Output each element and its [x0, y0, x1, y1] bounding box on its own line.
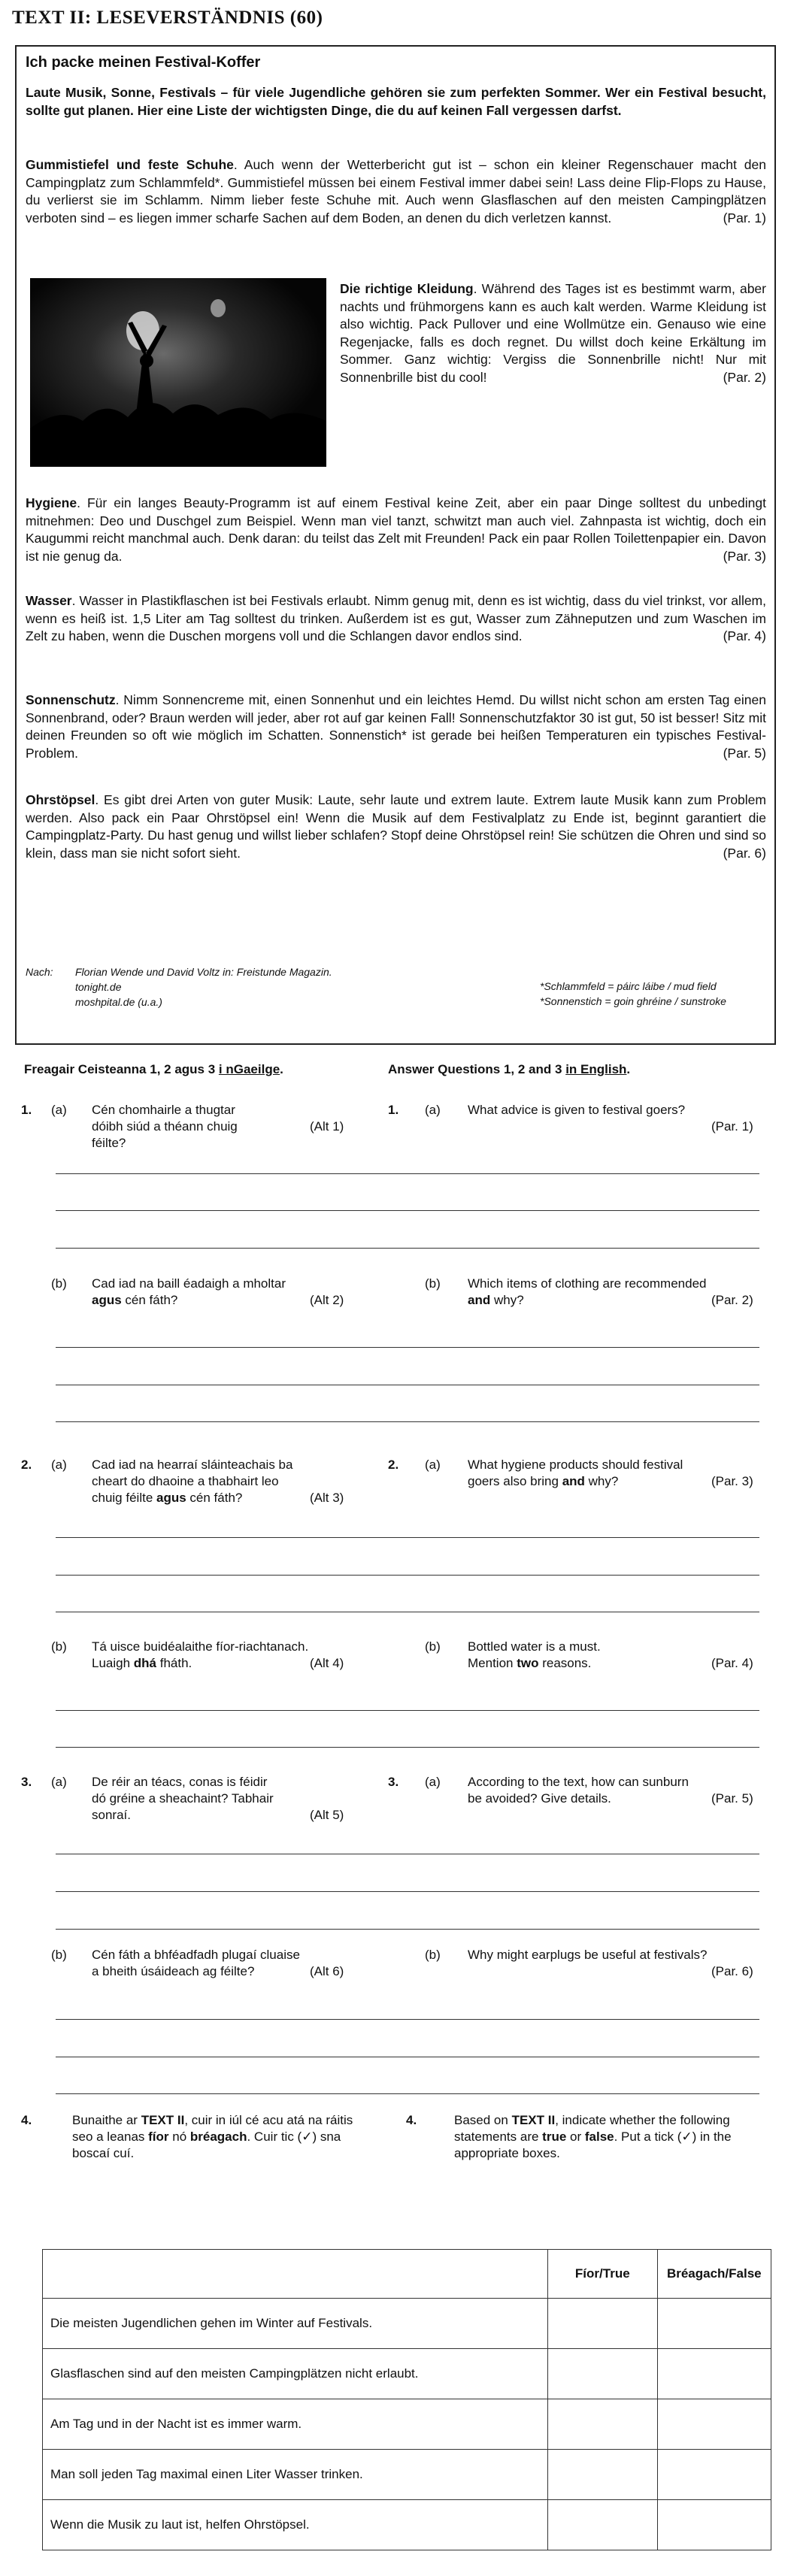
question-part: (b) — [51, 1276, 67, 1291]
question-ref: (Alt 2) — [310, 1293, 344, 1307]
question-2b-english: Bottled water is a must. Mention two reasons. — [468, 1639, 601, 1670]
paragraph-ref: (Par. 2) — [723, 369, 766, 385]
paragraph-ref: (Par. 3) — [723, 548, 766, 564]
question-ref: (Alt 6) — [310, 1964, 344, 1978]
paragraph-3 — [26, 495, 766, 565]
question-ref: (Alt 1) — [310, 1119, 344, 1134]
question-ref: (Par. 3) — [711, 1474, 753, 1488]
question-3a-english: According to the text, how can sunburn be avoided? Give details. — [468, 1775, 689, 1806]
question-ref: (Alt 4) — [310, 1656, 344, 1670]
section-header: TEXT II: LESEVERSTÄNDNIS (60) — [12, 8, 323, 28]
question-part: (b) — [425, 1639, 441, 1654]
source-label: Nach: — [26, 966, 53, 978]
paragraph-text: . Für ein langes Beauty-Programm ist auf einem Festival keine Zeit, aber ein paar Dinge solltest du unbedingt mitnehmen: Deo und Duschgel zum Beispiel. Wenn man viel tanzt, schwitzt man auch viel. Zahnpasta ist wichtig, doch ein Kaugummi reicht manchmal auch. Denk daran: du teilst das Zelt mit Freunden! Pack ein paar Rollen Toilettenpapier ein. Davon ist nie genug da. — [26, 495, 766, 564]
instructions-irish: Freagair Ceisteanna 1, 2 agus 3 i nGaeilge. — [24, 1062, 283, 1076]
question-ref: (Par. 1) — [711, 1119, 753, 1134]
table-row — [43, 2349, 771, 2399]
answer-line[interactable] — [56, 1710, 759, 1711]
question-number: 4. — [21, 2113, 32, 2127]
question-ref: (Alt 3) — [310, 1491, 344, 1505]
statement-cell: Man soll jeden Tag maximal einen Liter Wasser trinken. — [43, 2450, 548, 2500]
paragraph-6 — [26, 792, 766, 862]
statement-cell: Die meisten Jugendlichen gehen im Winter auf Festivals. — [43, 2299, 548, 2349]
paragraph-ref: (Par. 4) — [723, 628, 766, 643]
question-part: (a) — [51, 1103, 67, 1117]
question-number: 3. — [388, 1775, 399, 1789]
question-number: 3. — [21, 1775, 32, 1789]
false-checkbox-cell[interactable] — [657, 2349, 771, 2399]
table-header-true: Fíor/True — [548, 2250, 658, 2299]
question-1a-english: What advice is given to festival goers? — [468, 1103, 686, 1117]
answer-line[interactable] — [56, 1248, 759, 1249]
answer-line[interactable] — [56, 1173, 759, 1174]
table-header-false: Bréagach/False — [657, 2250, 771, 2299]
question-4-english: Based on TEXT II, indicate whether the following statements are true or false. Put a tick (✓) in the appropriate boxes. — [454, 2113, 732, 2160]
question-number: 2. — [388, 1458, 399, 1472]
true-false-table — [42, 2249, 771, 2550]
paragraph-heading: Die richtige Kleidung — [340, 281, 474, 296]
question-number: 1. — [388, 1103, 399, 1117]
false-checkbox-cell[interactable] — [657, 2399, 771, 2450]
paragraph-text: . Es gibt drei Arten von guter Musik: Laute, sehr laute und extrem laute. Extrem laute Musik kann zum Problem werden. Also pack ein Paar Ohrstöpsel ein! Wenn die Musik auf dem Festivalplatz zu Ende ist, beginnt garantiert die Campingplatz-Party. Du hast genug und willst lieber schlafen? Stopf deine Ohrstöpsel rein! Sie schützen die Ohren und sind so klein, dass man sie nicht sofort sieht. — [26, 792, 766, 861]
question-1b-english: Which items of clothing are recommended and why? — [468, 1276, 707, 1307]
glossary-2: *Sonnenstich = goin ghréine / sunstroke — [540, 995, 726, 1007]
question-2b-irish: Tá uisce buidéalaithe fíor-riachtanach. Luaigh dhá fháth. — [92, 1639, 309, 1670]
question-1a-irish: Cén chomhairle a thugtar dóibh siúd a théann chuig féilte? — [92, 1103, 238, 1150]
false-checkbox-cell[interactable] — [657, 2450, 771, 2500]
paragraph-heading: Hygiene — [26, 495, 77, 510]
question-number: 4. — [406, 2113, 417, 2127]
paragraph-ref: (Par. 5) — [723, 745, 766, 761]
answer-line[interactable] — [56, 1747, 759, 1748]
question-ref: (Par. 4) — [711, 1656, 753, 1670]
paragraph-heading: Gummistiefel und feste Schuhe — [26, 157, 234, 172]
question-part: (b) — [51, 1948, 67, 1962]
answer-line[interactable] — [56, 1421, 759, 1422]
question-part: (b) — [425, 1276, 441, 1291]
paragraph-text: . Nimm Sonnencreme mit, einen Sonnenhut und ein leichtes Hemd. Du willst nicht schon am ersten Tag einen Sonnenbrand, oder? Braun werden will jeder, aber rot auf gar keinen Fall! Sonnenschutzfaktor 30 ist gut, 50 ist besser! Sitz mit deinen Freunden so oft wie möglich im Schatten. Sonnenstich* ist gerade bei heißen Temperaturen ein typisches Festival-Problem. — [26, 692, 766, 761]
false-checkbox-cell[interactable] — [657, 2500, 771, 2550]
question-part: (a) — [425, 1775, 441, 1789]
table-row — [43, 2399, 771, 2450]
article-intro: Laute Musik, Sonne, Festivals – für viele Jugendliche gehören sie zum perfekten Sommer. Wer ein Festival besucht, sollte gut planen. Hier eine Liste der wichtigsten Dinge, die du auf keinen Fall vergessen darfst. — [26, 85, 766, 118]
paragraph-text: . Wasser in Plastikflaschen ist bei Festivals erlaubt. Nimm genug mit, denn es ist wichtig, dass du viel trinkst, vor allem, wenn es heiß ist. 1,5 Liter am Tag solltest du trinken. Außerdem ist es gut, Wasser zum Zähneputzen und zum Waschen im Zelt zu haben, wenn die Duschen morgens voll und die Schlangen davor endlos sind. — [26, 593, 766, 643]
question-3a-irish: De réir an téacs, conas is féidir dó gréine a sheachaint? Tabhair sonraí. — [92, 1775, 274, 1822]
statement-cell: Am Tag und in der Nacht ist es immer warm. — [43, 2399, 548, 2450]
answer-line[interactable] — [56, 1210, 759, 1211]
answer-line[interactable] — [56, 1537, 759, 1538]
statement-cell: Glasflaschen sind auf den meisten Campingplätzen nicht erlaubt. — [43, 2349, 548, 2399]
paragraph-heading: Ohrstöpsel — [26, 792, 95, 807]
question-part: (b) — [51, 1639, 67, 1654]
paragraph-5 — [26, 692, 766, 762]
paragraph-1 — [26, 156, 766, 227]
source-line-3: moshpital.de (u.a.) — [75, 996, 162, 1008]
answer-line[interactable] — [56, 1891, 759, 1892]
concert-crowd-image — [30, 278, 326, 467]
true-checkbox-cell[interactable] — [548, 2500, 658, 2550]
question-2a-irish: Cad iad na hearraí sláinteachais ba cheart do dhaoine a thabhairt leo chuig féilte agus cén fáth? — [92, 1458, 293, 1505]
question-ref: (Par. 5) — [711, 1791, 753, 1806]
table-header-statement — [43, 2250, 548, 2299]
true-checkbox-cell[interactable] — [548, 2349, 658, 2399]
paragraph-text: . Während des Tages ist es bestimmt warm, aber nachts und frühmorgens kann es auch kalt werden. Warme Kleidung ist also wichtig. Pack Pullover und eine Wollmütze ein. Genauso wie eine Regenjacke, falls es doch regnet. Du willst doch keine Erkältung im Sommer. Ganz wichtig: Vergiss die Sonnenbrille nicht! Nur mit Sonnenbrille bist du cool! — [340, 281, 766, 385]
question-part: (a) — [51, 1775, 67, 1789]
paragraph-4 — [26, 592, 766, 646]
source-line-1: Florian Wende und David Voltz in: Freistunde Magazin. — [75, 966, 332, 978]
paragraph-2 — [340, 280, 766, 386]
question-2a-english: What hygiene products should festival goers also bring and why? — [468, 1458, 683, 1488]
question-1b-irish: Cad iad na baill éadaigh a mholtar agus cén fáth? — [92, 1276, 286, 1307]
answer-line[interactable] — [56, 1347, 759, 1348]
article-title: Ich packe meinen Festival-Koffer — [26, 54, 261, 71]
answer-line[interactable] — [56, 2019, 759, 2020]
question-ref: (Par. 2) — [711, 1293, 753, 1307]
paragraph-heading: Sonnenschutz — [26, 692, 116, 707]
paragraph-heading: Wasser — [26, 593, 72, 608]
source-line-2: tonight.de — [75, 981, 122, 993]
question-3b-irish: Cén fáth a bhféadfadh plugaí cluaise a bheith úsáideach ag féilte? — [92, 1948, 300, 1978]
answer-line[interactable] — [56, 2093, 759, 2094]
question-4-irish: Bunaithe ar TEXT II, cuir in iúl cé acu atá na ráitis seo a leanas fíor nó bréagach. Cuir tic (✓) sna boscaí cuí. — [72, 2113, 353, 2160]
question-part: (a) — [425, 1458, 441, 1472]
question-3b-english: Why might earplugs be useful at festivals? — [468, 1948, 708, 1962]
table-row — [43, 2500, 771, 2550]
paragraph-text: . Auch wenn der Wetterbericht gut ist – schon ein kleiner Regenschauer macht den Campingplatz zum Schlammfeld*. Gummistiefel müssen bei einem Festival immer dabei sein! Lass deine Flip-Flops zu Hause, du verlierst sie im Schlamm. Nimm lieber feste Schuhe mit. Auch wenn Glasflaschen auf den meisten Campingplätzen verboten sind – es liegen immer scharfe Sachen auf dem Boden, an denen du dich verletzen kannst. — [26, 157, 766, 226]
table-row — [43, 2299, 771, 2349]
question-part: (a) — [51, 1458, 67, 1472]
paragraph-ref: (Par. 1) — [723, 210, 766, 226]
table-row — [43, 2450, 771, 2500]
paragraph-ref: (Par. 6) — [723, 845, 766, 861]
question-ref: (Par. 6) — [711, 1964, 753, 1978]
instructions-english: Answer Questions 1, 2 and 3 in English. — [388, 1062, 631, 1076]
answer-line[interactable] — [56, 1575, 759, 1576]
false-checkbox-cell[interactable] — [657, 2299, 771, 2349]
question-number: 2. — [21, 1458, 32, 1472]
question-number: 1. — [21, 1103, 32, 1117]
question-part: (a) — [425, 1103, 441, 1117]
question-ref: (Alt 5) — [310, 1808, 344, 1822]
answer-line[interactable] — [56, 1929, 759, 1930]
true-checkbox-cell[interactable] — [548, 2399, 658, 2450]
question-part: (b) — [425, 1948, 441, 1962]
true-checkbox-cell[interactable] — [548, 2450, 658, 2500]
statement-cell: Wenn die Musik zu laut ist, helfen Ohrstöpsel. — [43, 2500, 548, 2550]
glossary-1: *Schlammfeld = páirc láibe / mud field — [540, 980, 717, 992]
true-checkbox-cell[interactable] — [548, 2299, 658, 2349]
table-header-row — [43, 2250, 771, 2299]
concert-photo — [30, 278, 326, 467]
